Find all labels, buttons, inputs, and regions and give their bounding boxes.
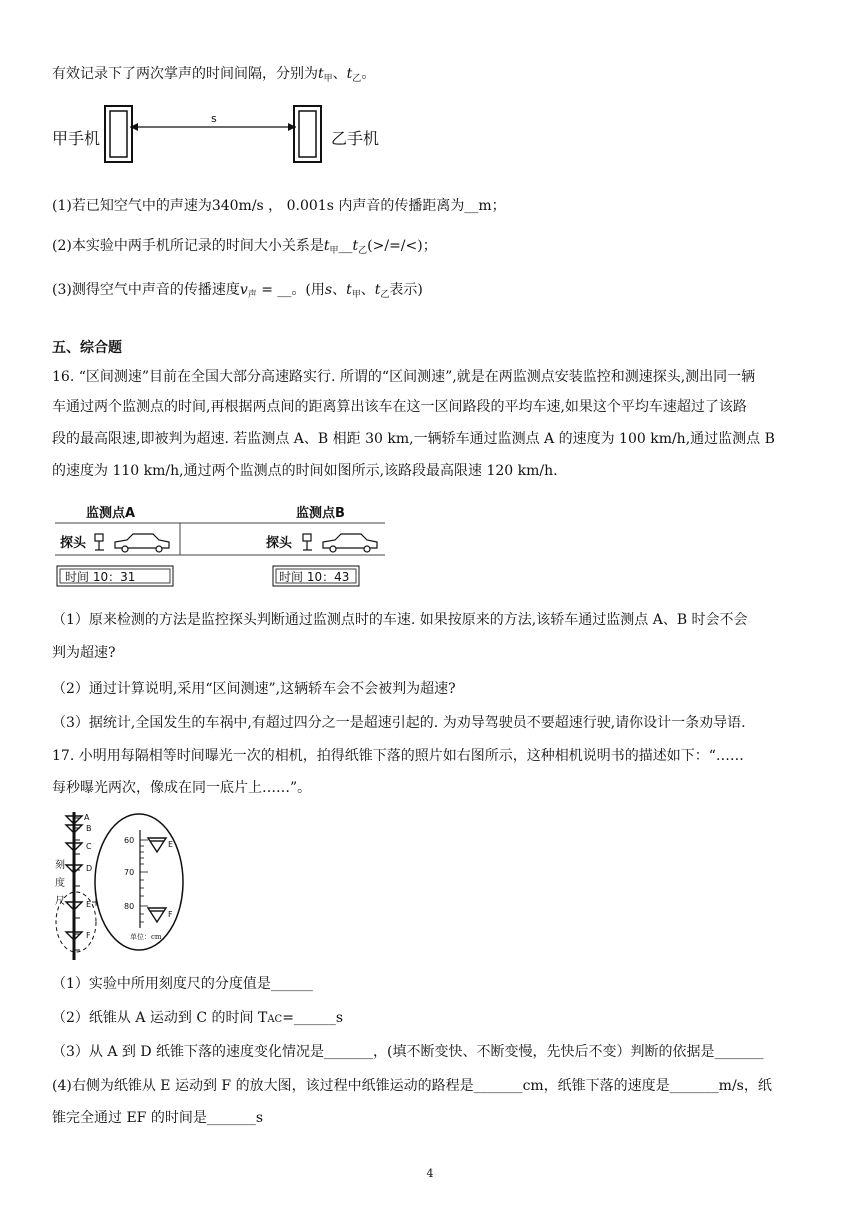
- phones-diagram: [100, 104, 340, 168]
- car-b-icon: [323, 534, 377, 552]
- probe-a-label: 探头: [60, 536, 87, 551]
- q15-part1: (1)若已知空气中的声速为340m/s ， 0.001s 内声音的传播距离为__m；: [52, 198, 506, 214]
- ruler-letter-b: B: [86, 824, 92, 833]
- ruler-letter-d: D: [86, 864, 93, 873]
- q17-sub1: （1）实验中所用刻度尺的分度值是______: [52, 976, 313, 992]
- time-b-text: 时间 10：43: [279, 570, 350, 584]
- right-phone-label: 乙手机: [331, 129, 380, 148]
- page-number: 4: [426, 1167, 434, 1180]
- q17-sub3: （3）从 A 到 D 纸锥下落的速度变化情况是_______，(填不断变快、不断变慢，先快后不变）判断的依据是_______: [52, 1044, 764, 1060]
- ruler-letter-a: A: [84, 813, 90, 822]
- section-title: 五、综合题: [52, 340, 122, 356]
- ruler-letter-f: F: [86, 931, 91, 940]
- q16-line3: 段的最高限速,即被判为超速. 若监测点 A、B 相距 30 km,一辆轿车通过监测点 A 的速度为 100 km/h,通过监测点 B: [52, 431, 775, 447]
- q16-line4: 的速度为 110 km/h,通过两个监测点的时间如图所示,该路段最高限速 120 km/h.: [52, 463, 558, 479]
- q17-sub4-line2: 锥完全通过 EF 的时间是_______s: [52, 1110, 264, 1126]
- ruler-label-2: 度: [55, 878, 65, 889]
- q16-line1: 16. “区间测速”目前在全国大部分高速路实行. 所谓的“区间测速”,就是在两监测点安装监控和测速探头,测出同一辆: [52, 369, 756, 385]
- q15-part3: (3)测得空气中声音的传播速度$v_声$ = __。(用s、$t_甲$、$t_乙$表示): [52, 282, 423, 300]
- cone-diagram: [52, 810, 192, 962]
- left-phone: [105, 106, 132, 162]
- left-phone-label: 甲手机: [52, 129, 101, 148]
- probe-b-icon: [303, 534, 312, 550]
- car-a-icon: [115, 534, 169, 552]
- q15-part2: (2)本实验中两手机所记录的时间大小关系是$t_甲\_\_t_乙(>/=/<)$；: [52, 238, 437, 256]
- intro-text: 有效记录下了两次掌声的时间间隔，分别为: [52, 66, 318, 82]
- q17-sub2: （2）纸锥从 A 运动到 C 的时间 TAC=______s: [52, 1010, 344, 1026]
- zoom-tick-80: 80: [124, 902, 135, 911]
- ruler-label-1: 刻: [55, 860, 65, 871]
- zoom-tick-70: 70: [124, 868, 135, 877]
- zoom-tick-60: 60: [124, 836, 135, 845]
- q17-line1: 17. 小明用每隔相等时间曝光一次的相机，拍得纸锥下落的照片如右图所示，这种相机说明书的描述如下：“……: [52, 748, 744, 764]
- zoom-unit: 单位：cm: [130, 933, 162, 941]
- ruler-letter-e: E: [86, 900, 92, 909]
- point-a-label: 监测点A: [86, 506, 136, 521]
- q17-line2: 每秒曝光两次，像成在同一底片上……”。: [52, 780, 312, 796]
- q16-line2: 车通过两个监测点的时间,再根据两点间的距离算出该车在这一区间路段的平均车速,如果这个平均车速超过了该路: [52, 399, 747, 415]
- intro-line: 有效记录下了两次掌声的时间间隔，分别为$t_甲$、$t_乙$。: [52, 66, 376, 84]
- zoom-letter-e: E: [168, 840, 174, 849]
- q16-sub3: （3）据统计,全国发生的车祸中,有超过四分之一是超速引起的. 为劝导驾驶员不要超速行驶,请你设计一条劝导语.: [52, 715, 746, 731]
- ruler-letter-c: C: [86, 842, 92, 851]
- time-a-text: 时间 10：31: [65, 570, 136, 584]
- ruler-label-3: 尺: [55, 896, 65, 907]
- distance-label: s: [211, 112, 217, 125]
- probe-b-label: 探头: [266, 536, 293, 551]
- point-b-label: 监测点B: [296, 506, 345, 521]
- right-phone: [294, 106, 321, 162]
- q16-sub2: （2）通过计算说明,采用“区间测速”,这辆轿车会不会被判为超速?: [52, 681, 456, 697]
- q17-sub4-line1: (4)右侧为纸锥从 E 运动到 F 的放大图，该过程中纸锥运动的路程是_______cm，纸锥下落的速度是_______m/s，纸: [52, 1078, 772, 1094]
- q16-sub1-line1: （1）原来检测的方法是监控探头判断通过监测点时的车速. 如果按原来的方法,该轿车通过监测点 A、B 时会不会: [52, 612, 748, 628]
- zoom-letter-f: F: [168, 910, 173, 919]
- probe-a-icon: [95, 534, 104, 550]
- q16-sub1-line2: 判为超速?: [52, 645, 116, 661]
